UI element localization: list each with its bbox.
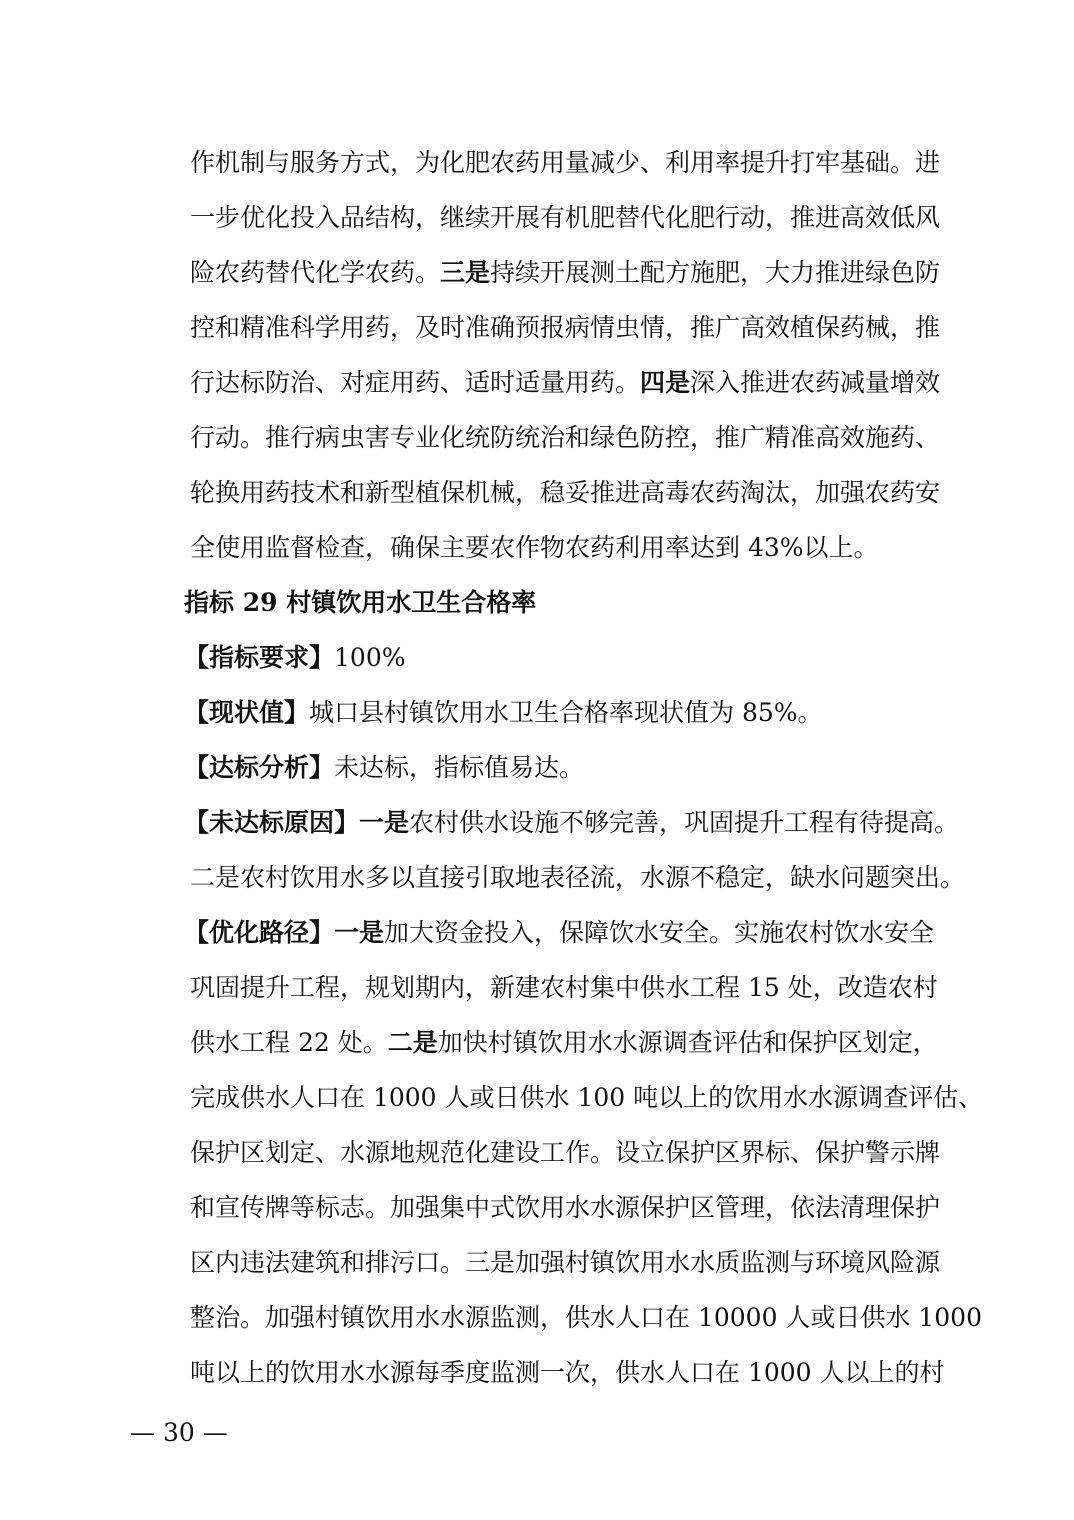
text: 巩固提升工程，规划期内，新建农村集中供水工程 15 处，改造农村 [190,973,938,1002]
paragraph-line [190,1356,945,1390]
paragraph-line [190,1246,940,1280]
section-label: 【现状值】 [184,698,310,727]
section-label: 【未达标原因】 [184,808,360,837]
emphasis-text: 四是 [640,368,691,397]
text: 加大资金投入，保障饮水安全。实施农村饮水安全 [384,918,935,947]
section-label: 【指标要求】 [184,643,335,672]
indicator-reason [184,806,959,840]
paragraph-line [190,861,965,895]
paragraph-line [190,1301,982,1335]
text: 供水工程 22 处。 [190,1028,388,1057]
paragraph-line [190,256,940,290]
text: 整治。加强村镇饮用水水源监测，供水人口在 10000 人或日供水 1000 [190,1303,982,1332]
paragraph-line [190,1026,938,1060]
text: 农村供水设施不够完善，巩固提升工程有待提高。 [409,808,960,837]
emphasis-text: 一是 [359,808,410,837]
paragraph-line [190,366,940,400]
section-value: 未达标，指标值易达。 [334,753,585,782]
text: 加快村镇饮用水水源调查评估和保护区划定， [437,1028,938,1057]
indicator-status [184,696,823,730]
text: 二是农村饮用水多以直接引取地表径流，水源不稳定，缺水问题突出。 [190,863,966,892]
paragraph-line [190,971,938,1005]
text: 轮换用药技术和新型植保机械，稳妥推进高毒农药淘汰，加强农药安 [190,478,941,507]
section-label: 【达标分析】 [184,753,335,782]
section-label: 【优化路径】 [184,918,335,947]
paragraph-line [190,201,940,235]
text: 行动。推行病虫害专业化统防统治和绿色防控，推广精准高效施药、 [190,423,941,452]
section-value: 城口县村镇饮用水卫生合格率现状值为 85%。 [309,698,823,727]
text: 持续开展测土配方施肥，大力推进绿色防 [490,258,941,287]
indicator-requirement [184,641,406,675]
paragraph-line [190,146,940,180]
text: 完成供水人口在 1000 人或日供水 100 吨以上的饮用水水源调查评估、 [190,1083,984,1112]
text: 一步优化投入品结构，继续开展有机肥替代化肥行动，推进高效低风 [190,203,941,232]
emphasis-text: 一是 [334,918,385,947]
text: 保护区划定、水源地规范化建设工作。设立保护区界标、保护警示牌 [190,1138,941,1167]
text: 区内违法建筑和排污口。三是加强村镇饮用水水质监测与环境风险源 [190,1248,941,1277]
page-number [130,1416,228,1450]
page-number-text: — 30 — [130,1418,228,1447]
text: 险农药替代化学农药。 [190,258,441,287]
text: 全使用监督检查，确保主要农作物农药利用率达到 43%以上。 [190,533,879,562]
text: 行达标防治、对症用药、适时适量用药。 [190,368,641,397]
text: 和宣传牌等标志。加强集中式饮用水水源保护区管理，依法清理保护 [190,1193,941,1222]
paragraph-line [190,531,879,565]
text: 作机制与服务方式，为化肥农药用量减少、利用率提升打牢基础。进 [190,148,941,177]
paragraph-line [190,1136,940,1170]
paragraph-line [190,421,940,455]
paragraph-line [190,311,940,345]
paragraph-line [190,476,940,510]
text: 深入推进农药减量增效 [690,368,941,397]
indicator-title-text: 指标 29 村镇饮用水卫生合格率 [184,588,537,617]
text: 吨以上的饮用水水源每季度监测一次，供水人口在 1000 人以上的村 [190,1358,945,1387]
indicator-analysis [184,751,584,785]
emphasis-text: 二是 [387,1028,438,1057]
paragraph-line [190,1081,983,1115]
section-value: 100% [334,643,406,672]
indicator-path [184,916,934,950]
paragraph-line [190,1191,940,1225]
text: 控和精准科学用药，及时准确预报病情虫情，推广高效植保药械，推 [190,313,941,342]
indicator-title [184,586,536,620]
emphasis-text: 三是 [440,258,491,287]
